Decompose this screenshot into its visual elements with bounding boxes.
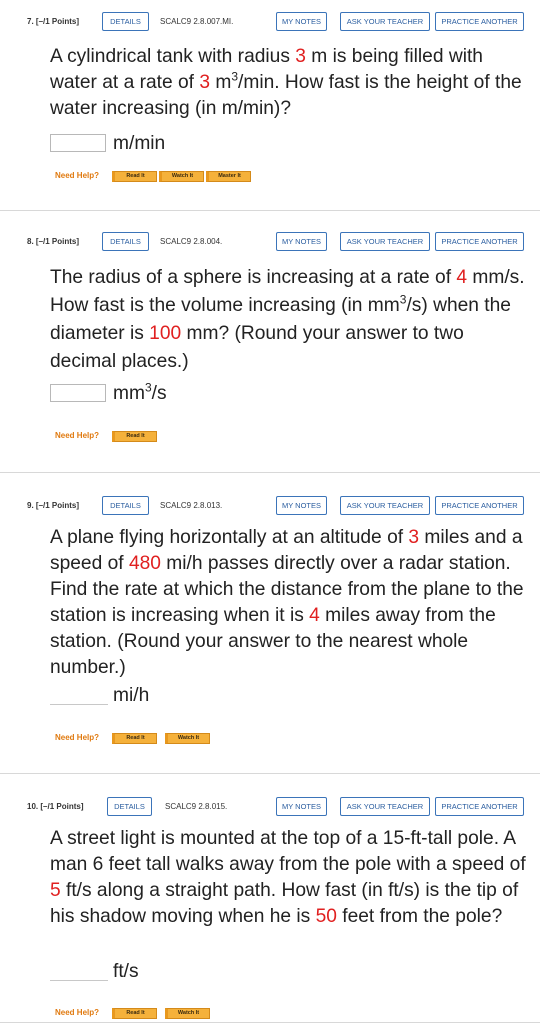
- watch-it-button[interactable]: Watch It: [165, 1008, 210, 1019]
- master-it-button[interactable]: Master It: [206, 171, 251, 182]
- highlight-value: 50: [315, 906, 337, 927]
- text-segment: A plane flying horizontally at an altitude of: [50, 527, 409, 548]
- details-button[interactable]: DETAILS: [102, 12, 149, 31]
- text-segment: mm? (Round your answer to two decimal places.): [50, 323, 464, 372]
- question-code: SCALC9 2.8.007.MI.: [160, 17, 234, 26]
- read-it-button[interactable]: Read It: [112, 733, 157, 744]
- question-text: [50, 525, 528, 681]
- practice-another-button[interactable]: PRACTICE ANOTHER: [435, 496, 524, 515]
- details-button[interactable]: DETAILS: [102, 496, 149, 515]
- points-label: [–/1 Points]: [35, 501, 80, 510]
- my-notes-button[interactable]: MY NOTES: [276, 232, 327, 251]
- highlight-value: 4: [456, 267, 468, 288]
- points-label: [–/1 Points]: [35, 17, 80, 26]
- highlight-value: 4: [309, 605, 320, 626]
- question-points: [27, 237, 79, 246]
- practice-another-button[interactable]: PRACTICE ANOTHER: [435, 232, 524, 251]
- need-help-label: Need Help?: [55, 733, 100, 742]
- question-code: SCALC9 2.8.013.: [160, 501, 223, 510]
- question-code: SCALC9 2.8.004.: [160, 237, 223, 246]
- unit-superscript: 3: [144, 380, 152, 395]
- answer-unit: [113, 382, 167, 406]
- text-segment: miles and a speed of: [50, 527, 523, 574]
- question-header: [0, 496, 540, 520]
- highlight-value: 5: [50, 880, 61, 901]
- practice-another-button[interactable]: PRACTICE ANOTHER: [435, 797, 524, 816]
- text-segment: A cylindrical tank with radius: [50, 46, 296, 67]
- question-number: 8.: [27, 237, 34, 246]
- need-help-label: Need Help?: [55, 1008, 100, 1017]
- ask-teacher-button[interactable]: ASK YOUR TEACHER: [340, 496, 430, 515]
- question-header: [0, 797, 540, 821]
- details-button[interactable]: DETAILS: [107, 797, 152, 816]
- read-it-button[interactable]: Read It: [112, 431, 157, 442]
- unit-base: mm: [113, 383, 145, 404]
- answer-input[interactable]: [50, 384, 106, 402]
- question-text: [50, 44, 528, 122]
- unit-tail: /s: [151, 383, 167, 404]
- details-button[interactable]: DETAILS: [102, 232, 149, 251]
- question-text: [50, 264, 528, 376]
- section-divider: [0, 210, 540, 211]
- ask-teacher-button[interactable]: ASK YOUR TEACHER: [340, 232, 430, 251]
- answer-unit: m/min: [113, 133, 166, 154]
- answer-input[interactable]: [50, 134, 106, 152]
- points-label: [–/1 Points]: [35, 237, 80, 246]
- need-help-label: Need Help?: [55, 171, 100, 180]
- question-number: 9.: [27, 501, 34, 510]
- my-notes-button[interactable]: MY NOTES: [276, 12, 327, 31]
- section-divider: [0, 1022, 540, 1023]
- answer-input[interactable]: [50, 704, 108, 705]
- question-code: SCALC9 2.8.015.: [165, 802, 228, 811]
- answer-input[interactable]: [50, 980, 108, 981]
- ask-teacher-button[interactable]: ASK YOUR TEACHER: [340, 797, 430, 816]
- text-segment: m: [209, 72, 232, 93]
- text-segment: mi/h passes directly over a radar station. Find the rate at which the distance from the plane to the station is increasing when it is: [50, 553, 524, 626]
- question-number: 7.: [27, 17, 34, 26]
- question-header: [0, 232, 540, 256]
- highlight-value: 480: [128, 553, 161, 574]
- watch-it-button[interactable]: Watch It: [165, 733, 210, 744]
- section-divider: [0, 472, 540, 473]
- read-it-button[interactable]: Read It: [112, 1008, 157, 1019]
- watch-it-button[interactable]: Watch It: [159, 171, 204, 182]
- question-points: [27, 501, 79, 510]
- highlight-value: 3: [199, 72, 210, 93]
- text-segment: mm/s. How fast is the volume increasing (in mm: [50, 267, 525, 316]
- superscript: 3: [231, 69, 238, 84]
- text-segment: ft/s along a straight path. How fast (in ft/s) is the tip of his shadow moving when he is: [50, 880, 519, 927]
- text-segment: The radius of a sphere is increasing at a rate of: [50, 267, 457, 288]
- superscript: 3: [399, 292, 407, 307]
- highlight-value: 3: [295, 46, 306, 67]
- text-segment: m is being filled with water at a rate of: [50, 46, 483, 93]
- ask-teacher-button[interactable]: ASK YOUR TEACHER: [340, 12, 430, 31]
- question-points: [27, 802, 83, 811]
- highlight-value: 3: [408, 527, 420, 548]
- text-segment: /min. How fast is the height of the water increasing (in m/min)?: [50, 72, 522, 119]
- question-text: [50, 826, 528, 930]
- my-notes-button[interactable]: MY NOTES: [276, 797, 327, 816]
- question-number: 10.: [27, 802, 39, 811]
- answer-unit: ft/s: [113, 961, 139, 982]
- my-notes-button[interactable]: MY NOTES: [276, 496, 327, 515]
- text-segment: A street light is mounted at the top of a 15-ft-tall pole. A man 6 feet tall walks away from the pole with a speed of: [50, 828, 526, 875]
- text-segment: feet from the pole?: [336, 906, 503, 927]
- points-label: [–/1 Points]: [40, 802, 84, 811]
- text-segment: /s) when the diameter is: [50, 295, 511, 344]
- need-help-label: Need Help?: [55, 431, 100, 440]
- question-points: [27, 17, 79, 26]
- answer-unit: mi/h: [113, 685, 150, 706]
- section-divider: [0, 773, 540, 774]
- practice-another-button[interactable]: PRACTICE ANOTHER: [435, 12, 524, 31]
- highlight-value: 100: [149, 323, 182, 344]
- question-header: [0, 12, 540, 36]
- read-it-button[interactable]: Read It: [112, 171, 157, 182]
- text-segment: miles away from the station. (Round your answer to the nearest whole number.): [50, 605, 496, 678]
